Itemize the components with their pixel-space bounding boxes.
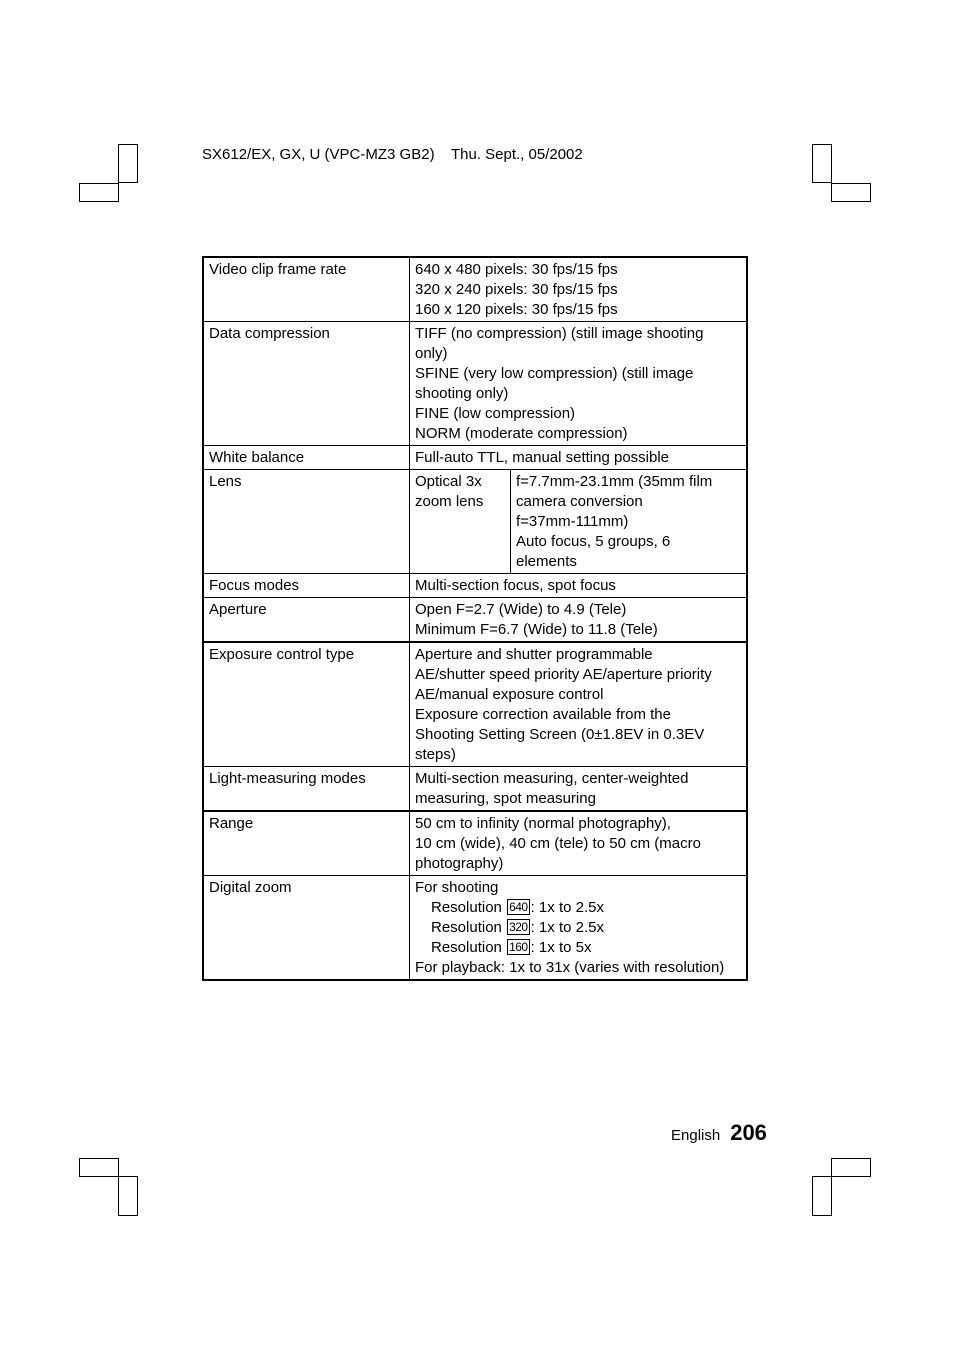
- row-value-video-clip: [410, 257, 748, 322]
- resolution-label: Resolution: [431, 919, 502, 936]
- crop-mark-bottom-right-vertical: [812, 1176, 832, 1216]
- row-label-lens: Lens: [203, 470, 410, 574]
- row-value-data-compression: [410, 322, 748, 446]
- value-line: Optical 3x: [415, 473, 482, 490]
- row-value-range: [410, 811, 748, 876]
- row-label-white-balance: White balance: [203, 446, 410, 470]
- document-header: SX612/EX, GX, U (VPC-MZ3 GB2) Thu. Sept., 05/2002: [202, 146, 583, 163]
- value-line: measuring, spot measuring: [415, 790, 596, 807]
- value-line: Aperture and shutter programmable: [415, 646, 653, 663]
- value-line: Minimum F=6.7 (Wide) to 11.8 (Tele): [415, 621, 658, 638]
- value-line: 160 x 120 pixels: 30 fps/15 fps: [415, 301, 618, 318]
- value-line: Auto focus, 5 groups, 6: [516, 533, 671, 550]
- crop-mark-top-left-horizontal: [79, 183, 119, 202]
- row-value-lens-detail: [511, 470, 748, 574]
- value-line: TIFF (no compression) (still image shooting: [415, 325, 704, 342]
- row-label-exposure-control: Exposure control type: [203, 642, 410, 767]
- value-line: zoom lens: [415, 493, 484, 510]
- crop-mark-bottom-left-vertical: [118, 1176, 138, 1216]
- row-label-light-measuring: Light-measuring modes: [203, 767, 410, 812]
- resolution-line: [415, 918, 741, 938]
- value-line: camera conversion: [516, 493, 643, 510]
- value-line: Exposure correction available from the: [415, 706, 671, 723]
- crop-mark-top-right-vertical: [812, 144, 832, 183]
- value-line: Multi-section measuring, center-weighted: [415, 770, 689, 787]
- page-footer: [671, 1120, 767, 1146]
- row-label-digital-zoom: Digital zoom: [203, 876, 410, 981]
- table-row: [203, 322, 747, 446]
- resolution-zoom-range: : 1x to 2.5x: [530, 919, 604, 936]
- table-row: [203, 642, 747, 767]
- value-line: Open F=2.7 (Wide) to 4.9 (Tele): [415, 601, 627, 618]
- value-line: For shooting: [415, 879, 499, 896]
- crop-mark-bottom-right-horizontal: [831, 1158, 871, 1177]
- table-row: [203, 876, 747, 981]
- row-label-data-compression: Data compression: [203, 322, 410, 446]
- value-line: 10 cm (wide), 40 cm (tele) to 50 cm (macro: [415, 835, 701, 852]
- row-value-white-balance: Full-auto TTL, manual setting possible: [410, 446, 748, 470]
- table-row: [203, 470, 747, 574]
- value-line: steps): [415, 746, 456, 763]
- resolution-line: [415, 898, 741, 918]
- resolution-160-icon: 160: [509, 940, 528, 954]
- table-row: [203, 811, 747, 876]
- row-label-range: Range: [203, 811, 410, 876]
- value-line: 50 cm to infinity (normal photography),: [415, 815, 671, 832]
- value-line: AE/manual exposure control: [415, 686, 604, 703]
- resolution-label: Resolution: [431, 939, 502, 956]
- row-value-focus-modes: Multi-section focus, spot focus: [410, 574, 748, 598]
- crop-mark-top-left-vertical: [118, 144, 138, 183]
- row-value-exposure-control: [410, 642, 748, 767]
- value-line: photography): [415, 855, 504, 872]
- value-line: f=37mm-111mm): [516, 513, 629, 530]
- row-value-light-measuring: [410, 767, 748, 812]
- value-line: FINE (low compression): [415, 405, 576, 422]
- table-row: [203, 446, 747, 470]
- resolution-zoom-range: : 1x to 5x: [530, 939, 592, 956]
- value-line: 640 x 480 pixels: 30 fps/15 fps: [415, 261, 618, 278]
- value-line: NORM (moderate compression): [415, 425, 628, 442]
- value-line: shooting only): [415, 385, 509, 402]
- value-line: only): [415, 345, 448, 362]
- table-row: [203, 257, 747, 322]
- footer-language: English: [671, 1127, 721, 1144]
- table-row: [203, 767, 747, 812]
- table-row: [203, 574, 747, 598]
- value-line: For playback: 1x to 31x (varies with resolution): [415, 959, 725, 976]
- resolution-zoom-range: : 1x to 2.5x: [530, 899, 604, 916]
- crop-mark-bottom-left-horizontal: [79, 1158, 119, 1177]
- row-label-video-clip: Video clip frame rate: [203, 257, 410, 322]
- crop-mark-top-right-horizontal: [831, 183, 871, 202]
- value-line: AE/shutter speed priority AE/aperture priority: [415, 666, 712, 683]
- table-row: [203, 598, 747, 643]
- resolution-label: Resolution: [431, 899, 502, 916]
- value-line: f=7.7mm-23.1mm (35mm film: [516, 473, 713, 490]
- specifications-table: [202, 256, 748, 981]
- value-line: SFINE (very low compression) (still image: [415, 365, 694, 382]
- resolution-line: [415, 938, 741, 958]
- row-value-aperture: [410, 598, 748, 643]
- row-label-focus-modes: Focus modes: [203, 574, 410, 598]
- value-line: Shooting Setting Screen (0±1.8EV in 0.3EV: [415, 726, 705, 743]
- row-label-aperture: Aperture: [203, 598, 410, 643]
- row-value-digital-zoom: [410, 876, 748, 981]
- value-line: elements: [516, 553, 577, 570]
- row-value-lens-type: [410, 470, 511, 574]
- resolution-640-icon: 640: [509, 900, 528, 914]
- value-line: 320 x 240 pixels: 30 fps/15 fps: [415, 281, 618, 298]
- page-number: 206: [730, 1120, 767, 1145]
- resolution-320-icon: 320: [509, 920, 528, 934]
